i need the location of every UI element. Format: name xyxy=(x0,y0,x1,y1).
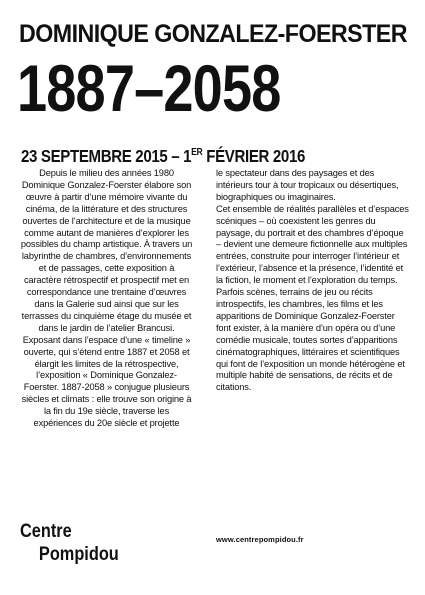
exhibition-dates xyxy=(21,142,305,167)
text-column-left xyxy=(19,168,194,430)
body-paragraph-2: le spectateur dans des paysages et des intérieurs tour à tour tropicaux ou désertiques, biographiques ou imaginaires. xyxy=(216,168,399,202)
logo-line-1: Centre xyxy=(20,521,72,542)
artist-name: DOMINIQUE GONZALEZ-FOERSTER xyxy=(19,20,407,48)
text-column-right xyxy=(216,168,411,394)
body-paragraph-1: Depuis le milieu des années 1980 Dominique Gonzalez-Foerster élabore son œuvre à partir d’une mémoire vivante du cinéma, de la littérature et des structures ouvertes de l’architecture et de la musique comme autant de manières d’explorer les possibles du champ artistique. À travers un labyrinthe de chambres, d’environnements et de passages, cette exposition à caractère rétrospectif et prospectif met en correspondance une trentaine d’œuvres dans la Galerie sud ainsi que sur les terrasses du cinquième étage du musée et dans le jardin de l’atelier Brancusi. Exposant dans l’espace d’une « timeline » ouverte, qui s’étend entre 1887 et 2058 et élargit les limites de la rétrospective, l’exposition « Dominique Gonzalez-Foerster. 1887-2058 » conjugue plusieurs siècles et climats : elle trouve son origine à la fin du 19e siècle, traverse les expériences du 20e siècle et projette xyxy=(20,168,193,429)
body-paragraph-4: Parfois scènes, terrains de jeu ou récits introspectifs, les chambres, les films et les apparitions de Dominique Gonzalez-Foerster font exister, à la manière d’un opéra ou d’une comédie musicale, toutes sortes d’apparitions cinématographiques, littéraires et scientifiques qui font de l’exposition un monde hétérogène et multiple habité de sensations, de récits et de citations. xyxy=(216,287,405,393)
dates-end: FÉVRIER 2016 xyxy=(202,146,306,166)
dates-start: 23 SEPTEMBRE 2015 – 1 xyxy=(21,146,192,166)
logo-line-2: Pompidou xyxy=(38,544,119,565)
website-link[interactable]: www.centrepompidou.fr xyxy=(216,535,304,544)
centre-pompidou-logo xyxy=(20,520,119,566)
body-paragraph-3: Cet ensemble de réalités parallèles et d’espaces scéniques – où coexistent les genres du paysage, du portrait et des chambres d’époque – devient une demeure fictionnelle aux multiples entrées, construite pour interroger l’intérieur et l’extérieur, l’absence et la présence, l’identité et la fiction, le moment et l’exploration du temps. xyxy=(216,203,409,286)
exhibition-title: 1887–2058 xyxy=(17,51,281,125)
dates-superscript: ER xyxy=(191,147,203,158)
